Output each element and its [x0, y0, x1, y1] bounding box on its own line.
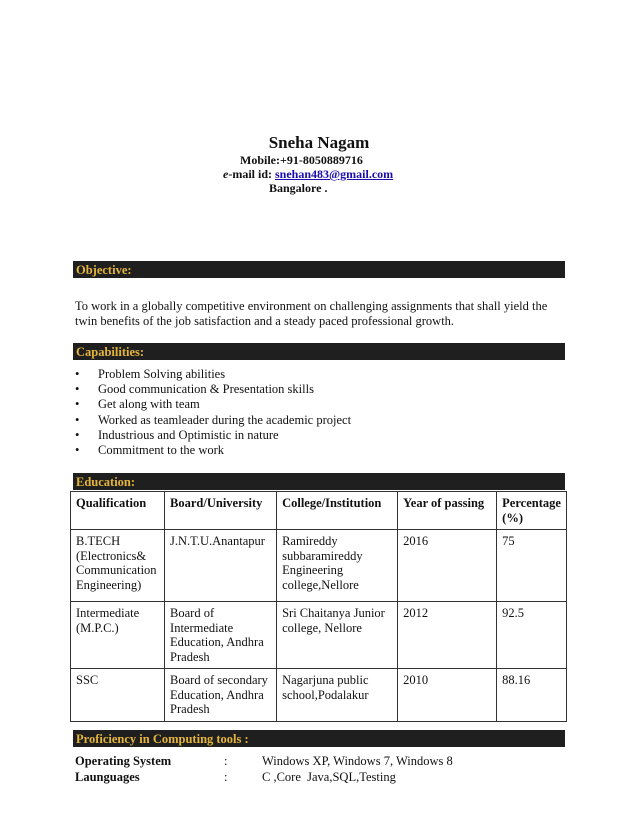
email-prefix-e: e: [223, 167, 229, 181]
table-row: [71, 530, 567, 602]
table-cell: Ramireddy subbaramireddy Engineering college,Nellore: [277, 530, 398, 602]
capabilities-list: [75, 367, 351, 458]
languages-value: C ,Core Java,SQL,Testing: [262, 770, 396, 784]
objective-section-bar: [73, 261, 565, 278]
languages-separator: :: [224, 770, 228, 784]
table-cell: 88.16: [497, 669, 567, 722]
os-separator: :: [224, 754, 228, 768]
candidate-name: Sneha Nagam: [268, 133, 370, 152]
table-cell: 2010: [398, 669, 497, 722]
location: Bangalore .: [269, 181, 328, 195]
education-table: [70, 491, 567, 722]
table-cell: 2016: [398, 530, 497, 602]
table-row: [71, 602, 567, 669]
list-item: • Good communication & Presentation skills: [75, 382, 351, 397]
table-cell: B.TECH (Electronics& Communication Engineering): [71, 530, 165, 602]
email-line: [223, 167, 393, 182]
column-header: Percentage (%): [497, 492, 567, 530]
column-header: Year of passing: [398, 492, 497, 530]
os-value: Windows XP, Windows 7, Windows 8: [262, 754, 453, 768]
objective-text: To work in a globally competitive environment on challenging assignments that shall yield the twin benefits of the job satisfaction and a steady paced professional growth.: [75, 299, 548, 328]
capabilities-section-bar: [73, 343, 565, 360]
table-cell: 2012: [398, 602, 497, 669]
computing-heading: Proficiency in Computing tools :: [76, 732, 249, 746]
list-item: • Industrious and Optimistic in nature: [75, 428, 351, 443]
table-cell: 92.5: [497, 602, 567, 669]
column-header: College/Institution: [277, 492, 398, 530]
table-cell: 75: [497, 530, 567, 602]
table-cell: Intermediate (M.P.C.): [71, 602, 165, 669]
list-item: • Get along with team: [75, 397, 351, 412]
computing-section-bar: [73, 730, 565, 747]
column-header: Board/University: [165, 492, 277, 530]
list-item: • Worked as teamleader during the academic project: [75, 413, 351, 428]
languages-label: Launguages: [75, 770, 140, 784]
table-cell: Nagarjuna public school,Podalakur: [277, 669, 398, 722]
list-item: • Problem Solving abilities: [75, 367, 351, 382]
table-row: [71, 669, 567, 722]
objective-heading: Objective:: [76, 263, 132, 277]
table-cell: Sri Chaitanya Junior college, Nellore: [277, 602, 398, 669]
capabilities-heading: Capabilities:: [76, 345, 145, 359]
mobile-number: Mobile:+91-8050889716: [240, 153, 363, 167]
email-link[interactable]: snehan483@gmail.com: [275, 167, 394, 181]
list-item: • Commitment to the work: [75, 443, 351, 458]
table-cell: Board of Intermediate Education, Andhra Pradesh: [165, 602, 277, 669]
column-header: Qualification: [71, 492, 165, 530]
email-prefix: -mail id:: [228, 167, 275, 181]
education-heading: Education:: [76, 475, 136, 489]
table-cell: Board of secondary Education, Andhra Pradesh: [165, 669, 277, 722]
os-label: Operating System: [75, 754, 172, 768]
education-section-bar: [73, 473, 565, 490]
table-cell: SSC: [71, 669, 165, 722]
table-header-row: [71, 492, 567, 530]
table-cell: J.N.T.U.Anantapur: [165, 530, 277, 602]
